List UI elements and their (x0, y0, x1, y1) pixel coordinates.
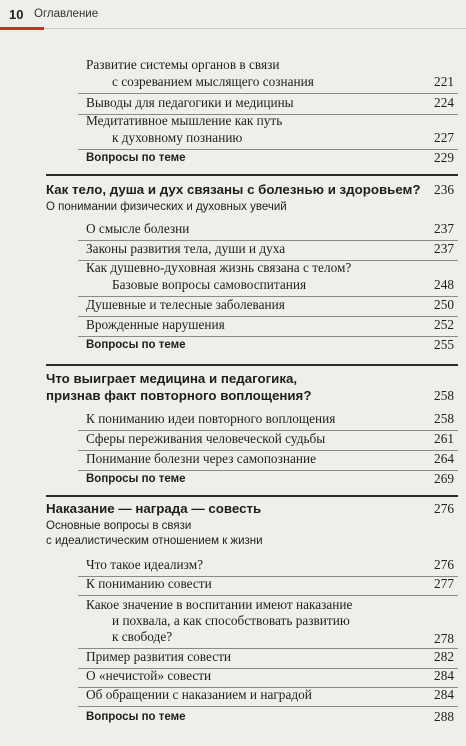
section-rule (46, 364, 458, 366)
toc-entry-text: к свободе? (112, 629, 173, 644)
page-header (0, 0, 466, 32)
toc-page-number: 221 (434, 74, 454, 89)
toc-entry-text: Развитие системы органов в связи (86, 57, 280, 72)
toc-entry-text: Какое значение в воспитании имеют наказание (86, 597, 353, 612)
toc-entry-text: Понимание болезни через самопознание (86, 451, 316, 466)
toc-entry-text: Сферы переживания человеческой судьбы (86, 431, 326, 446)
section-subtitle: с идеалистическим отношением к жизни (46, 535, 263, 547)
toc-page-number: 284 (434, 668, 454, 683)
toc-page-number: 229 (434, 150, 454, 165)
toc-page-number: 276 (434, 501, 454, 516)
toc-questions: Вопросы по теме (86, 711, 186, 723)
section-rule (46, 174, 458, 176)
toc-page-number: 236 (434, 182, 454, 197)
toc-page-number: 237 (434, 241, 454, 256)
toc-entry-text: Об обращении с наказанием и наградой (86, 687, 312, 702)
page-number: 10 (9, 7, 24, 22)
toc-entry-text: К пониманию идеи повторного воплощения (86, 411, 336, 426)
toc-entry-text: Медитативное мышление как путь (86, 113, 283, 128)
section-rule (46, 495, 458, 497)
toc-page-number: 258 (434, 411, 454, 426)
toc-page-number: 282 (434, 649, 454, 664)
toc-entry-text: к духовному познанию (112, 130, 243, 145)
toc-page-number: 258 (434, 388, 454, 403)
toc-page-number: 248 (434, 277, 454, 292)
toc-page-number: 288 (434, 709, 454, 724)
section-subtitle: О понимании физических и духовных увечий (46, 201, 287, 213)
toc-questions: Вопросы по теме (86, 339, 186, 351)
toc-entry-text: Что такое идеализм? (86, 557, 204, 572)
toc-entry-text: Врожденные нарушения (86, 317, 225, 332)
toc-page-number: 261 (434, 431, 454, 446)
toc-entry-text: О смысле болезни (86, 221, 190, 236)
section-title: Что выиграет медицина и педагогика, (46, 371, 298, 386)
accent-bar (0, 27, 44, 30)
toc-page-number: 277 (434, 576, 454, 591)
toc-entry-text: Выводы для педагогики и медицины (86, 95, 294, 110)
toc-entry-text: с созреванием мыслящего сознания (112, 74, 314, 89)
toc-questions: Вопросы по теме (86, 473, 186, 485)
divider (78, 706, 458, 707)
toc-page-number: 252 (434, 317, 454, 332)
toc-page-number: 255 (434, 337, 454, 352)
toc-page-number: 264 (434, 451, 454, 466)
toc-page-number: 227 (434, 130, 454, 145)
section-subtitle: Основные вопросы в связи (46, 520, 192, 532)
toc-entry-text: Законы развития тела, души и духа (86, 241, 286, 256)
toc-page-number: 237 (434, 221, 454, 236)
toc-page-number: 250 (434, 297, 454, 312)
toc-entry-text: К пониманию совести (86, 576, 212, 591)
toc-page-number: 276 (434, 557, 454, 572)
section-title: Как тело, душа и дух связаны с болезнью и здоровьем? (46, 182, 421, 197)
toc-entry-text: Душевные и телесные заболевания (86, 297, 285, 312)
header-rule (0, 28, 466, 29)
toc-page-number: 224 (434, 95, 454, 110)
toc-page-number: 269 (434, 471, 454, 486)
toc-entry-text: Как душевно-духовная жизнь связана с телом? (86, 260, 352, 275)
toc-entry-text: Пример развития совести (86, 649, 232, 664)
running-title: Оглавление (34, 8, 99, 20)
toc-entry-text: О «нечистой» совести (86, 668, 212, 683)
section-title: признав факт повторного воплощения? (46, 388, 312, 403)
toc-page-number: 284 (434, 687, 454, 702)
toc-entry-text: Базовые вопросы самовоспитания (112, 277, 307, 292)
toc-entry-text: и похвала, а как способствовать развитию (112, 613, 350, 628)
toc-questions: Вопросы по теме (86, 152, 186, 164)
section-title: Наказание — награда — совесть (46, 501, 262, 516)
toc-page-number: 278 (434, 631, 454, 646)
